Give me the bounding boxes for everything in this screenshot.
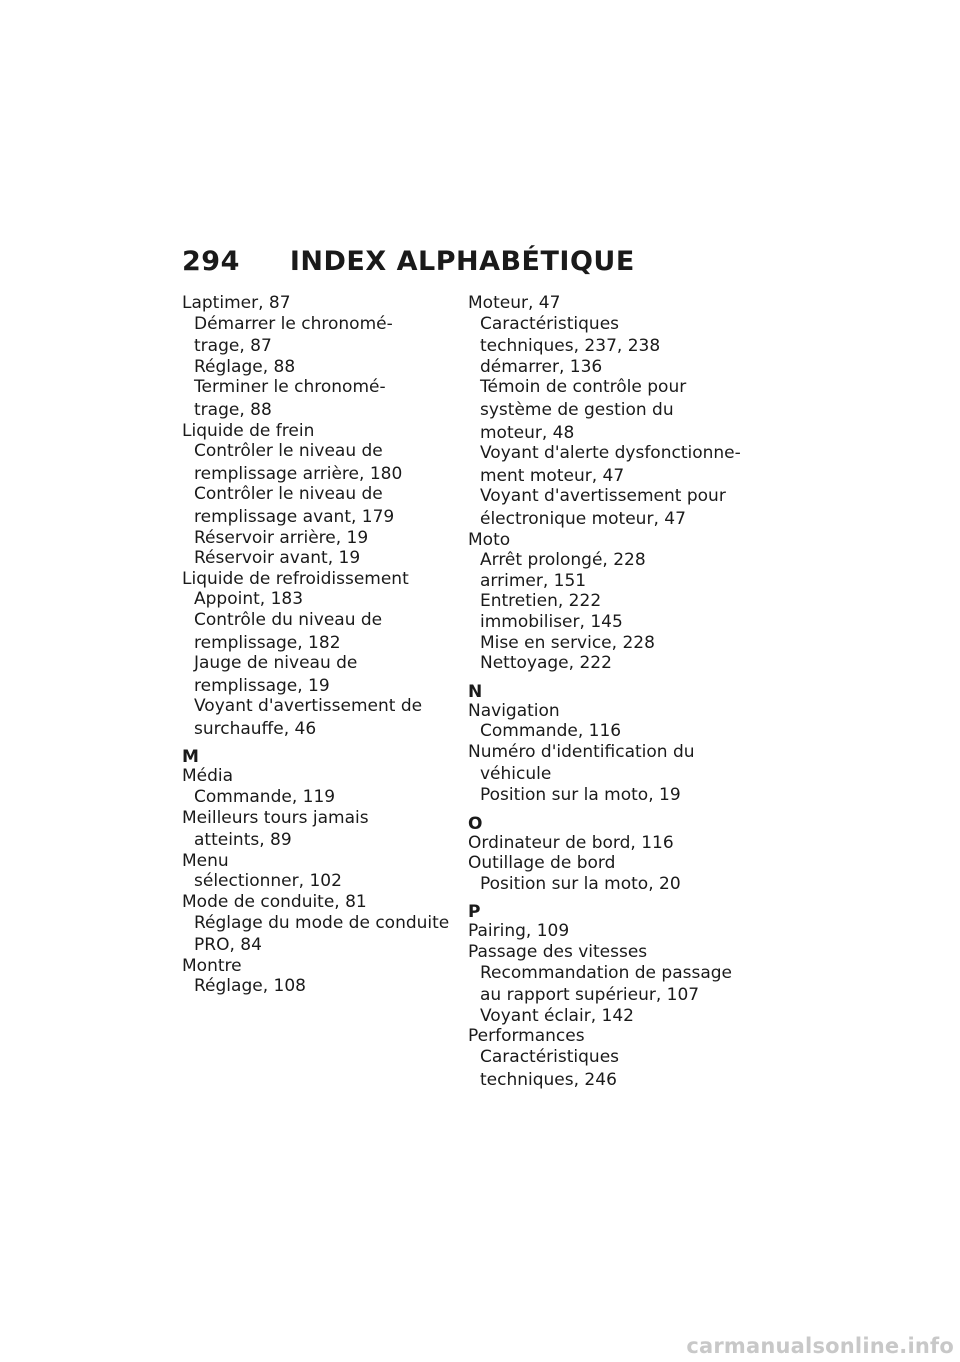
index-subentry-continuation: remplissage, 182: [194, 632, 341, 653]
index-subentry-text: Nettoyage, 222: [480, 653, 612, 674]
index-entry-main: Outillage de bord: [468, 853, 616, 874]
index-subentry-text: Terminer le chronomé-: [194, 377, 386, 398]
index-subentry: [182, 441, 450, 484]
index-subentry: [468, 653, 758, 674]
index-subentry-text: Appoint, 183: [194, 589, 304, 610]
index-entry: [468, 833, 758, 854]
index-entry-main: Navigation: [468, 700, 560, 721]
index-entry: [468, 701, 758, 742]
index-subentry: [468, 633, 758, 654]
index-subentry: [182, 528, 450, 549]
index-letter-heading: O: [468, 813, 483, 834]
index-entry-main-continuation: atteints, 89: [194, 830, 292, 851]
index-subentry-text: Arrêt prolongé, 228: [480, 550, 646, 571]
index-subentry: [468, 443, 758, 486]
index-subentry: [182, 787, 450, 808]
index-entry-main: Moto: [468, 529, 511, 550]
index-entry: [468, 942, 758, 1026]
index-entry: [182, 569, 450, 740]
index-entry: [182, 293, 450, 421]
index-entry-main: Laptimer, 87: [182, 293, 291, 313]
index-subentry: [468, 550, 758, 571]
index-entry-main: Ordinateur de bord, 116: [468, 832, 674, 853]
index-entry-main: Numéro d'identification du: [468, 741, 695, 762]
index-subentry: [182, 314, 450, 357]
index-column-right: [468, 293, 758, 1090]
index-subentry-text: Voyant d'avertissement de: [194, 696, 423, 717]
index-subentry-continuation: au rapport supérieur, 107: [480, 985, 700, 1006]
index-subentry-text: Témoin de contrôle pour: [480, 377, 687, 398]
index-subentry-text: arrimer, 151: [480, 570, 587, 591]
index-subentry-continuation: techniques, 246: [480, 1069, 617, 1090]
index-subentry-continuation: moteur, 48: [480, 422, 575, 443]
index-subentry-text: sélectionner, 102: [194, 871, 342, 892]
index-subentry-text: Recommandation de passage: [480, 962, 732, 983]
index-letter-heading: N: [468, 681, 483, 702]
index-subentry: [468, 1047, 758, 1090]
index-subentry-text: Position sur la moto, 19: [480, 785, 681, 806]
index-entry: [182, 421, 450, 569]
index-subentry-text: Voyant d'avertissement pour: [480, 486, 726, 507]
index-subentry: [468, 571, 758, 592]
index-entry-main: Liquide de frein: [182, 420, 315, 441]
index-entry-main: Montre: [182, 955, 242, 976]
index-subentry-text: Voyant éclair, 142: [480, 1005, 634, 1026]
index-subentry-text: Mise en service, 228: [480, 632, 655, 653]
index-entry: [468, 1026, 758, 1090]
index-subentry-text: Réservoir arrière, 19: [194, 527, 369, 548]
index-entry: [182, 766, 450, 807]
index-subentry: [468, 963, 758, 1006]
index-entry: [182, 956, 450, 997]
index-subentry: [468, 612, 758, 633]
index-subentry-continuation: remplissage arrière, 180: [194, 463, 403, 484]
index-entry-main: Passage des vitesses: [468, 942, 648, 963]
index-subentry-continuation: ment moteur, 47: [480, 465, 625, 486]
index-subentry-text: Caractéristiques: [480, 1047, 620, 1067]
index-subentry: [182, 913, 450, 956]
index-subentry-continuation: remplissage, 19: [194, 675, 330, 696]
index-subentry-text: Commande, 116: [480, 721, 622, 742]
index-subentry-text: Voyant d'alerte dysfonctionne-: [480, 443, 741, 464]
index-entry: [182, 808, 450, 851]
index-entry: [468, 921, 758, 942]
index-subentry: [468, 591, 758, 612]
index-subentry: [182, 548, 450, 569]
index-entry: [468, 853, 758, 894]
index-letter-heading: M: [182, 747, 199, 768]
index-subentry: [182, 589, 450, 610]
index-subentry: [468, 486, 758, 529]
index-subentry-text: Contrôler le niveau de: [194, 441, 383, 462]
index-subentry-continuation: trage, 87: [194, 336, 272, 357]
index-entry: [182, 851, 450, 892]
page-header: [182, 246, 635, 277]
index-entry: [468, 293, 758, 530]
index-subentry: [182, 484, 450, 527]
index-subentry: [468, 314, 758, 357]
index-subentry-text: démarrer, 136: [480, 356, 603, 377]
index-entry-main: Meilleurs tours jamais: [182, 807, 369, 828]
index-subentry: [468, 1006, 758, 1027]
index-subentry-text: Réglage du mode de conduite: [194, 912, 450, 933]
index-subentry-continuation: surchauffe, 46: [194, 718, 317, 739]
index-subentry-continuation: trage, 88: [194, 399, 272, 420]
index-subentry-text: Jauge de niveau de: [194, 653, 358, 674]
index-entry-main: Performances: [468, 1026, 585, 1047]
index-subentry-text: Entretien, 222: [480, 591, 602, 612]
index-subentry: [182, 610, 450, 653]
index-subentry: [468, 785, 758, 806]
index-subentry: [182, 696, 450, 739]
index-subentry: [468, 721, 758, 742]
index-entry: [468, 742, 758, 806]
index-entry-main: Média: [182, 766, 234, 787]
index-subentry-text: Démarrer le chronomé-: [194, 313, 393, 334]
index-entry-main: Pairing, 109: [468, 921, 570, 942]
index-entry-main: Mode de conduite, 81: [182, 892, 367, 913]
index-entry-main: Moteur, 47: [468, 293, 561, 313]
index-subentry-text: Caractéristiques: [480, 313, 620, 334]
index-subentry: [468, 874, 758, 895]
index-subentry-text: Réglage, 108: [194, 976, 306, 997]
index-entry: [182, 892, 450, 956]
index-subentry-continuation: système de gestion du: [480, 399, 674, 420]
index-entry-main-continuation: véhicule: [480, 764, 552, 785]
index-subentry-text: immobiliser, 145: [480, 611, 623, 632]
index-subentry: [182, 976, 450, 997]
index-subentry-continuation: électronique moteur, 47: [480, 508, 686, 529]
index-subentry: [182, 653, 450, 696]
index-subentry: [182, 377, 450, 420]
page-number: 294: [182, 246, 240, 277]
index-subentry-text: Contrôler le niveau de: [194, 484, 383, 505]
index-subentry-text: Contrôle du niveau de: [194, 609, 383, 630]
index-column-left: [182, 293, 450, 997]
index-subentry: [468, 357, 758, 378]
watermark: carmanualsonline.info: [686, 1334, 954, 1358]
index-subentry-continuation: remplissage avant, 179: [194, 506, 395, 527]
index-subentry: [182, 357, 450, 378]
index-subentry-text: Réglage, 88: [194, 356, 296, 377]
index-subentry-continuation: techniques, 237, 238: [480, 336, 661, 357]
index-subentry-text: Position sur la moto, 20: [480, 873, 681, 894]
index-subentry: [182, 871, 450, 892]
index-subentry: [468, 377, 758, 443]
index-subentry-continuation: PRO, 84: [194, 935, 262, 956]
index-subentry-text: Commande, 119: [194, 787, 336, 808]
page-title: INDEX ALPHABÉTIQUE: [289, 246, 635, 277]
index-entry: [468, 530, 758, 674]
index-subentry-text: Réservoir avant, 19: [194, 548, 361, 569]
index-entry-main: Menu: [182, 850, 229, 871]
index-entry-main: Liquide de refroidissement: [182, 568, 409, 589]
index-letter-heading: P: [468, 902, 481, 923]
